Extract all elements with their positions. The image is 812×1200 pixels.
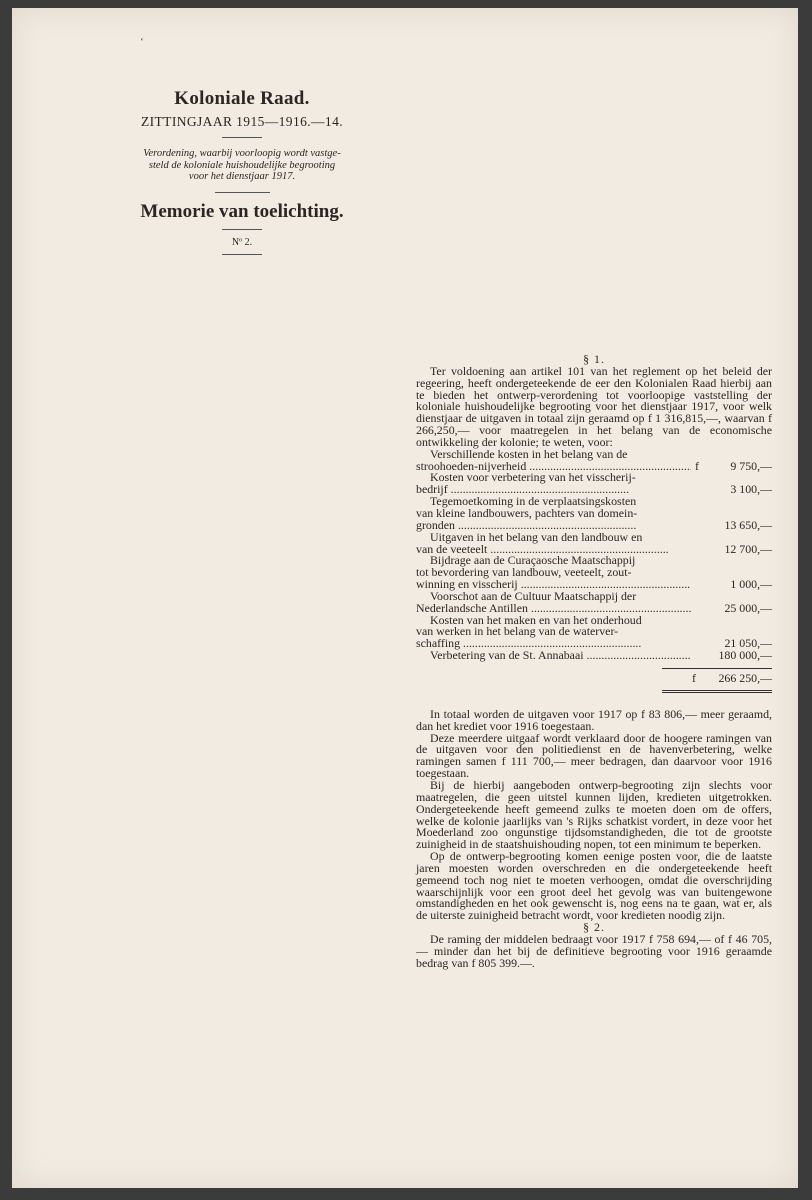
double-rule bbox=[662, 690, 772, 693]
expense-description bbox=[416, 612, 691, 651]
expense-description bbox=[416, 555, 691, 591]
expense-item bbox=[416, 588, 772, 615]
subtitle-line: Verordening, waarbij voorloopig wordt vastge- bbox=[143, 148, 341, 159]
expense-description bbox=[416, 496, 691, 532]
expense-line: schaffing ..... bbox=[416, 638, 691, 650]
sum-rule bbox=[662, 668, 772, 669]
expense-line: van kleine landbouwers, pachters van domein- bbox=[416, 505, 638, 520]
total-amount: 266 250,— bbox=[718, 670, 772, 685]
document-number: Nº 2. bbox=[231, 236, 253, 248]
expense-line: Bijdrage aan de Curaçaosche Maatschappij bbox=[430, 553, 636, 568]
expense-line: van de veeteelt ..... bbox=[416, 544, 691, 556]
expense-line: Verbetering van de St. Annabaai ..... bbox=[416, 650, 691, 662]
expense-description bbox=[416, 529, 691, 556]
section-heading: § 1. bbox=[583, 352, 605, 366]
expense-line: Kosten voor verbetering van het visscherij- bbox=[430, 470, 636, 485]
paragraph: Deze meerdere uitgaaf wordt verklaard door de hoogere ramingen van de uitgaven voor den politiedienst en de havenverbetering, welke ramingen samen f 111 700,— meer bedragen, dan daarvoor voor 1916 toegestaan. bbox=[416, 730, 772, 781]
expense-item bbox=[416, 446, 772, 473]
paragraph: Op de ontwerp-begrooting komen eenige posten voor, die de laatste jaren moesten worden overschreden en die ondergeteekende heeft gemeend toch nog niet te moeten verhoogen, omdat die overschrijding waarschijnlijk voor een groot deel het gevolg was van buitengewone omstandigheden en het ook gewenscht is, nog eens na te gaan, wat er, als de uiterste zuinigheid betracht wordt, voor kredieten noodig zijn. bbox=[416, 849, 772, 923]
expense-line: gronden ..... bbox=[416, 520, 691, 532]
divider bbox=[222, 254, 262, 255]
council-title: Koloniale Raad. bbox=[174, 88, 310, 109]
expense-line: Nederlandsche Antillen ..... bbox=[416, 603, 691, 615]
margin-mark: ‘ bbox=[140, 36, 144, 48]
expense-line: Voorschot aan de Cultuur Maatschappij der bbox=[430, 588, 637, 603]
expense-line: stroohoeden-nijverheid ..... bbox=[416, 461, 691, 473]
expense-currency: f bbox=[695, 458, 699, 473]
document-page bbox=[12, 8, 798, 1188]
expense-line: winning en visscherij ..... bbox=[416, 579, 691, 591]
paragraph: In totaal worden de uitgaven voor 1917 op f 83 806,— meer geraamd, dan het krediet voor 1916 toegestaan. bbox=[416, 706, 772, 733]
divider bbox=[222, 229, 262, 230]
body-column bbox=[416, 354, 772, 970]
expense-item bbox=[416, 555, 772, 591]
expense-line: Verschillende kosten in het belang van de bbox=[430, 446, 628, 461]
expense-amount: 180 000,— bbox=[718, 648, 772, 663]
expense-amount: 25 000,— bbox=[724, 600, 772, 615]
expense-amount: 9 750,— bbox=[730, 458, 772, 473]
section-heading: § 2. bbox=[583, 920, 605, 935]
expense-item bbox=[416, 472, 772, 496]
expense-line: tot bevordering van landbouw, veeteelt, zout- bbox=[416, 565, 632, 580]
expense-item bbox=[416, 496, 772, 532]
expense-description bbox=[416, 446, 691, 473]
divider bbox=[222, 137, 262, 138]
expense-description bbox=[416, 472, 691, 496]
total-row bbox=[416, 672, 772, 686]
expense-amount: 1 000,— bbox=[730, 577, 772, 592]
expense-items bbox=[416, 446, 772, 663]
expense-line: bedrijf ..... bbox=[416, 484, 691, 496]
expense-description bbox=[416, 650, 691, 662]
heading-block bbox=[107, 88, 377, 255]
divider bbox=[215, 192, 270, 193]
expense-amount: 3 100,— bbox=[730, 482, 772, 497]
expense-item bbox=[416, 612, 772, 651]
expense-line: Uitgaven in het belang van den landbouw en bbox=[430, 529, 643, 544]
expense-amount: 21 050,— bbox=[724, 636, 772, 651]
subtitle-line: steld de koloniale huishoudelijke begrooting bbox=[148, 159, 336, 171]
document-title: Memorie van toelichting. bbox=[140, 200, 344, 222]
paragraph: Bij de hierbij aangeboden ontwerp-begrooting zijn slechts voor maatregelen, die geen uitstel kunnen lijden, kredieten uitgetrokken. Ondergeteekende heeft gemeend zulks te moeten doen om de offers, welke de kolonie jaarlijks van 's Rijks schatkist vordert, in deze voor het Moederland zoo ongunstige tijdsomstandigheden, die tot de grootste zuinigheid in de staatshuishouding nopen, tot een minimum te beperken. bbox=[416, 778, 772, 852]
expense-item bbox=[416, 650, 772, 662]
expense-item bbox=[416, 529, 772, 556]
total-currency: f bbox=[692, 670, 696, 685]
paragraph: De raming der middelen bedraagt voor 1917 f 758 694,— of f 46 705,— minder dan het bij de definitieve begrooting voor 1916 geraamde bedrag van f 805 399.—. bbox=[416, 931, 772, 970]
session-year: ZITTINGJAAR 1915—1916.—14. bbox=[140, 114, 343, 129]
expense-line: Kosten van het maken en van het onderhoud bbox=[430, 612, 642, 627]
subtitle-line: voor het dienstjaar 1917. bbox=[188, 171, 296, 182]
intro-paragraph: Ter voldoening aan artikel 101 van het reglement op het beleid der regeering, heeft ondergeteekende de eer den Kolonialen Raad hierbij aan te bieden het ontwerp-verordening tot voorloopige vaststelling der koloniale huishoudelijke begrooting voor het dienstjaar 1917, voor welk dienstjaar de uitgaven in totaal zijn geraamd op f 1 316,815,—, waarvan f 266,250,— voor maatregelen in het belang van de economische ontwikkeling der kolonie; te weten, voor: bbox=[416, 363, 772, 449]
expense-line: Tegemoetkoming in de verplaatsingskosten bbox=[430, 494, 637, 509]
ordinance-subtitle bbox=[107, 148, 377, 183]
expense-amount: 13 650,— bbox=[724, 517, 772, 532]
expense-description bbox=[416, 588, 691, 615]
expense-line: van werken in het belang van de waterver- bbox=[416, 624, 619, 639]
expense-amount: 12 700,— bbox=[724, 541, 772, 556]
